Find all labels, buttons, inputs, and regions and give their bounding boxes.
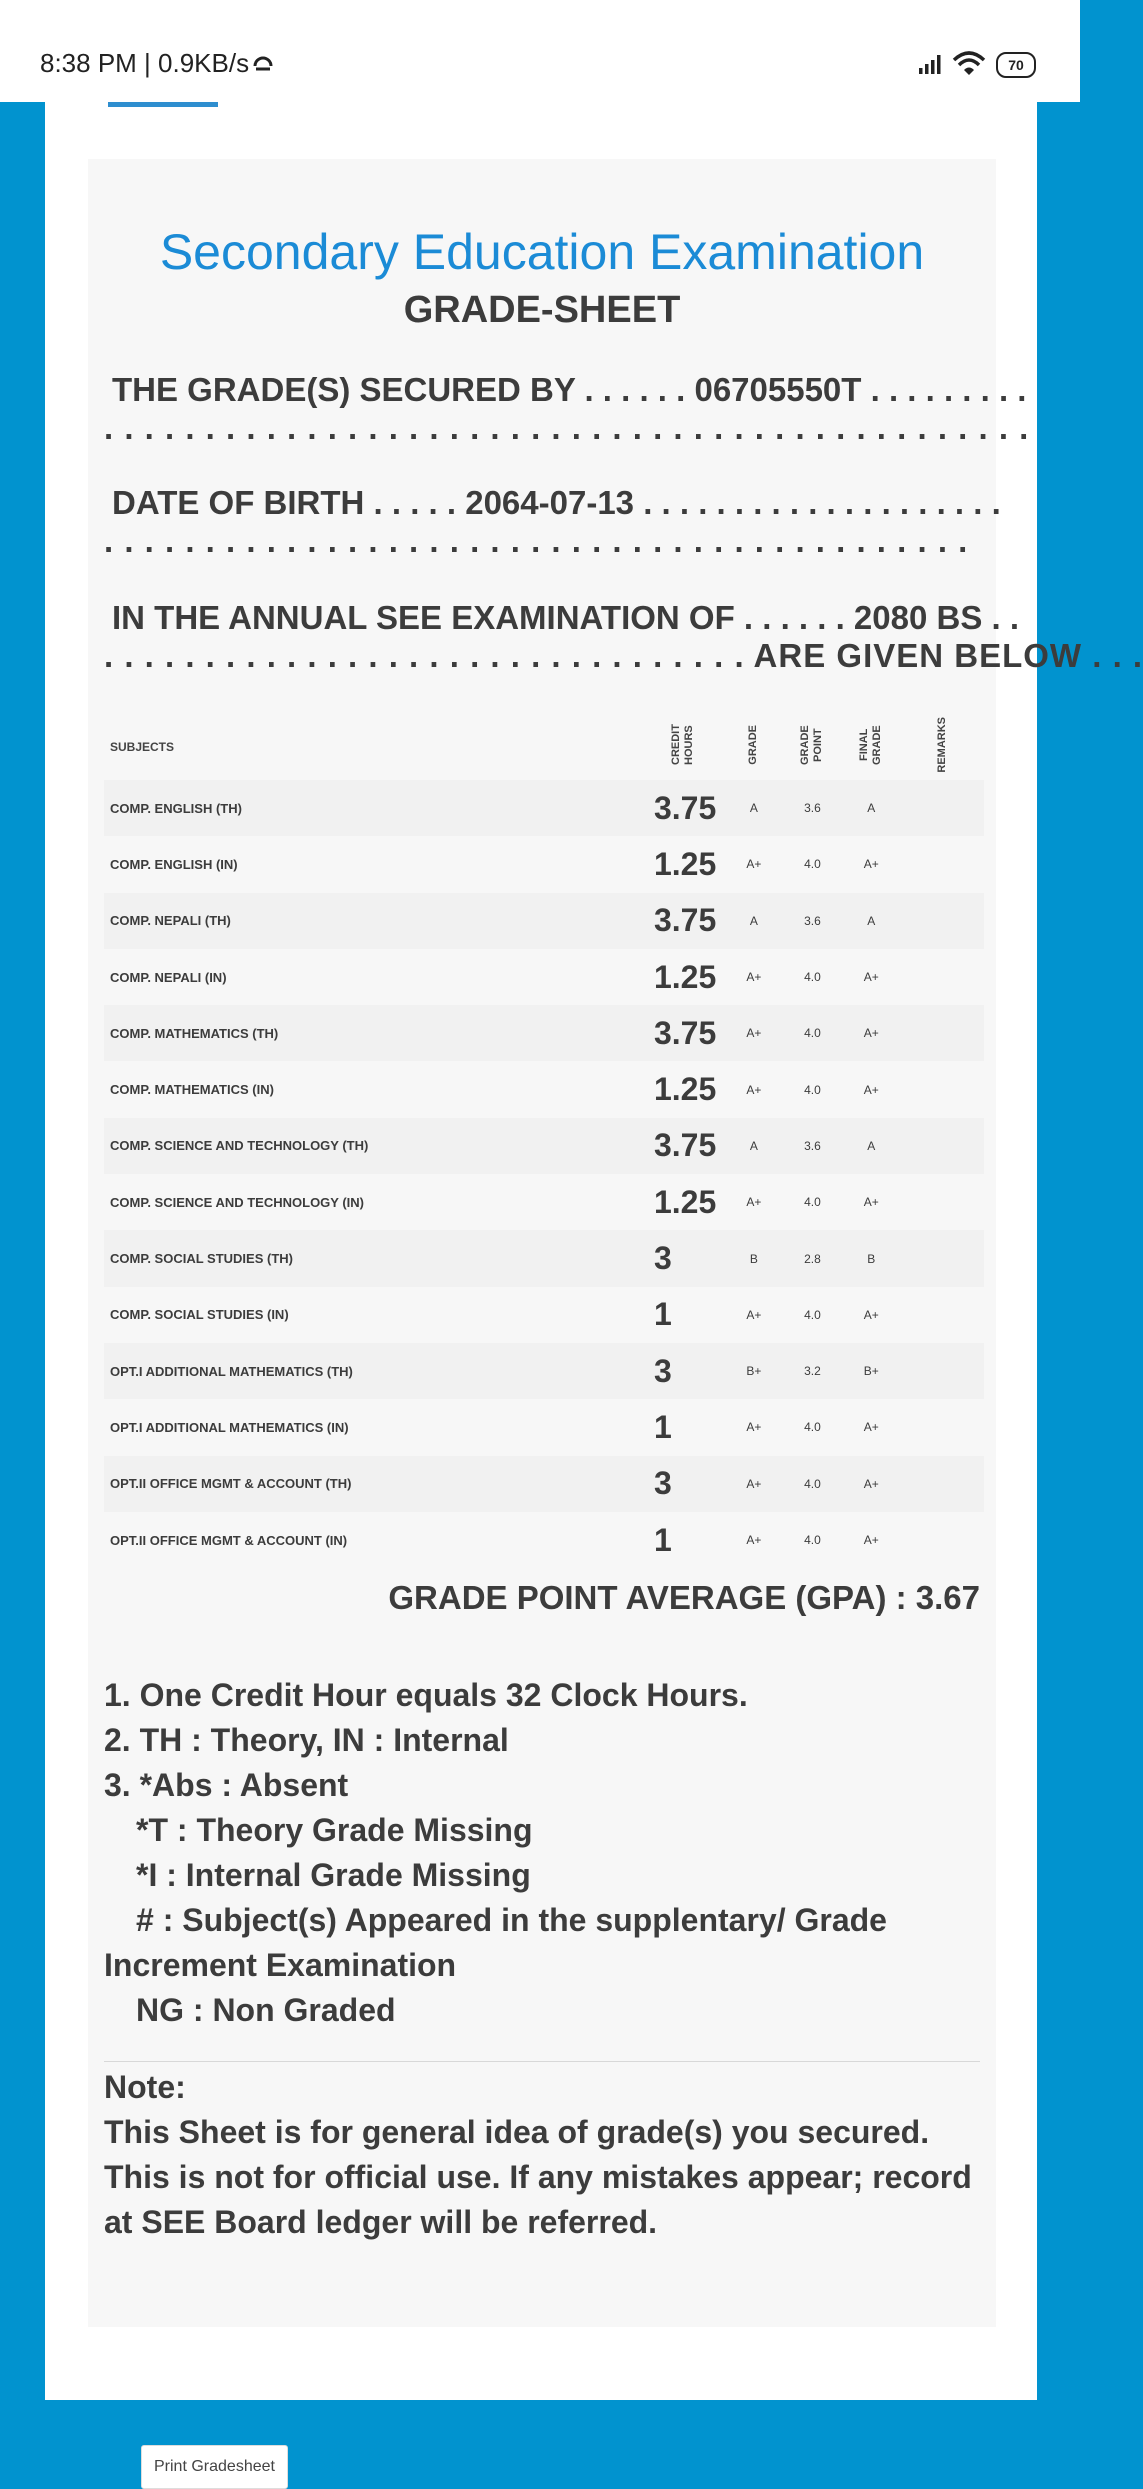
credit-hours-cell: 3 (642, 1230, 725, 1286)
grade-point-cell: 4.0 (804, 1420, 821, 1435)
status-time: 8:38 PM | 0.9KB/s (40, 48, 250, 78)
subject-cell: COMP. ENGLISH (IN) (110, 856, 238, 872)
table-row (104, 836, 984, 892)
dob-text: DATE OF BIRTH . . . . . 2064-07-13 . . . . . . . . . . . . . . . . . . . . (112, 484, 1001, 521)
grade-point-cell: 4.0 (804, 1307, 821, 1322)
grade-point-cell: 4.0 (804, 1195, 821, 1210)
subject-cell: OPT.I ADDITIONAL MATHEMATICS (TH) (104, 1343, 642, 1399)
legend-item: # : Subject(s) Appeared in the supplentary/ Grade (136, 1902, 887, 1938)
credit-hours-cell: 3.75 (642, 780, 725, 836)
subject-cell: COMP. SCIENCE AND TECHNOLOGY (IN) (110, 1194, 365, 1210)
dob-dots: . . . . . . . . . . . . . . . . . . . . . . . . . . . . . . . . . . . . . . . . . . . (104, 522, 969, 559)
remarks-cell (901, 1343, 984, 1399)
grade-point-cell: 3.2 (783, 1343, 842, 1399)
grade-point-cell: 2.8 (783, 1230, 842, 1286)
grade-point-cell: 3.6 (783, 780, 842, 836)
subject-cell: COMP. SCIENCE AND TECHNOLOGY (TH) (104, 1118, 642, 1174)
remarks-cell (901, 1118, 984, 1174)
table-header-row (104, 713, 984, 780)
grade-point-cell: 4.0 (804, 1082, 821, 1097)
signal-icon (918, 54, 944, 74)
remarks-cell (901, 1230, 984, 1286)
header-final-grade (842, 713, 901, 780)
table-row (104, 1512, 984, 1568)
remarks-cell (901, 893, 984, 949)
header-grade-label: GRADE (747, 725, 760, 765)
credit-hours-cell: 1 (653, 1296, 672, 1333)
legend-item: Increment Examination (104, 1947, 457, 1983)
grade-cell: A (725, 780, 783, 836)
grade-cell: B+ (725, 1343, 783, 1399)
subject-cell: COMP. NEPALI (IN) (110, 969, 227, 985)
remarks-cell (901, 1287, 984, 1343)
status-bar (0, 0, 1080, 102)
legend-item: *T : Theory Grade Missing (136, 1812, 533, 1848)
final-grade-cell: A+ (863, 970, 879, 985)
grade-cell: A+ (725, 1456, 783, 1512)
remarks-cell (901, 1456, 984, 1512)
exam-line (104, 599, 1143, 675)
grade-cell: A+ (746, 1082, 762, 1097)
grade-point-cell: 4.0 (804, 1533, 821, 1547)
subject-cell: OPT.I ADDITIONAL MATHEMATICS (IN) (110, 1419, 349, 1435)
grade-cell: A (725, 893, 783, 949)
divider (104, 2061, 980, 2062)
page-title: Secondary Education Examination (159, 224, 925, 280)
final-grade-cell: A+ (842, 1005, 901, 1061)
subject-cell: OPT.II OFFICE MGMT & ACCOUNT (TH) (104, 1456, 642, 1512)
header-final-grade-label: FINAL GRADE (858, 725, 884, 765)
grade-cell: A+ (746, 1533, 762, 1547)
header-credit-hours-label: CREDIT HOURS (670, 724, 696, 766)
gpa-value: GRADE POINT AVERAGE (GPA) : 3.67 (388, 1579, 980, 1616)
subject-cell: COMP. ENGLISH (TH) (104, 780, 642, 836)
remarks-cell (901, 1174, 984, 1230)
secured-by-line (104, 371, 1030, 447)
final-grade-cell: A+ (863, 1082, 879, 1097)
table-row (104, 1399, 984, 1455)
subject-cell: COMP. SOCIAL STUDIES (IN) (110, 1307, 289, 1323)
grade-cell: A+ (746, 970, 762, 985)
grade-cell: B (725, 1230, 783, 1286)
table-row (104, 780, 984, 836)
note (104, 2065, 984, 2245)
grade-point-cell: 3.6 (783, 1118, 842, 1174)
header-grade (725, 713, 783, 780)
subject-cell: COMP. NEPALI (TH) (104, 893, 642, 949)
table-row (104, 1118, 984, 1174)
grade-point-cell: 4.0 (804, 857, 821, 872)
secured-by-text: THE GRADE(S) SECURED BY . . . . . . 06705550T . . . . . . . . . (112, 371, 1027, 408)
remarks-cell (901, 949, 984, 1005)
remarks-cell (901, 1399, 984, 1455)
secured-by-dots: . . . . . . . . . . . . . . . . . . . . . . . . . . . . . . . . . . . . . . . . . . . . . . (104, 409, 1030, 446)
grade-point-cell: 4.0 (783, 1005, 842, 1061)
table-row (104, 1343, 984, 1399)
header-remarks (901, 713, 984, 780)
sheet-subtitle: GRADE-SHEET (403, 289, 681, 331)
grade-cell: A+ (746, 857, 762, 872)
subject-cell: COMP. MATHEMATICS (TH) (104, 1005, 642, 1061)
credit-hours-cell: 1.25 (653, 958, 717, 995)
print-gradesheet-button[interactable]: Print Gradesheet (141, 2445, 288, 2489)
credit-hours-cell: 3 (642, 1343, 725, 1399)
table-row (104, 1174, 984, 1230)
legend-item: *I : Internal Grade Missing (136, 1857, 531, 1893)
credit-hours-cell: 1.25 (653, 1183, 717, 1220)
page-content (45, 102, 1143, 2475)
credit-hours-cell: 3 (642, 1456, 725, 1512)
header-grade-point-label: GRADE POINT (799, 725, 825, 765)
grade-sheet (88, 159, 1143, 2327)
final-grade-cell: A+ (863, 1533, 879, 1547)
table-row (104, 1230, 984, 1286)
remarks-cell (901, 1061, 984, 1117)
final-grade-cell: A (842, 1118, 901, 1174)
credit-hours-cell: 1 (653, 1408, 672, 1445)
grade-point-cell: 4.0 (783, 1456, 842, 1512)
table-row (104, 1287, 984, 1343)
exam-text-cont: . . . . . . . . . . . . . . . . . . . . . . . . . . . . . . . . ARE GIVEN BELOW . . . (104, 637, 1143, 674)
final-grade-cell: A+ (863, 1307, 879, 1322)
grade-cell: A+ (746, 1420, 762, 1435)
final-grade-cell: B (842, 1230, 901, 1286)
table-row (104, 1061, 984, 1117)
subject-cell: COMP. SOCIAL STUDIES (TH) (104, 1230, 642, 1286)
grade-point-cell: 3.6 (783, 893, 842, 949)
grade-point-cell: 4.0 (804, 970, 821, 985)
legend (104, 1673, 984, 2033)
header-grade-point (783, 713, 842, 780)
credit-hours-cell: 1 (653, 1521, 672, 1558)
data-activity-icon (252, 52, 274, 74)
subject-cell: COMP. MATHEMATICS (IN) (110, 1082, 274, 1098)
final-grade-cell: A+ (863, 1195, 879, 1210)
wifi-icon (952, 50, 986, 76)
exam-text: IN THE ANNUAL SEE EXAMINATION OF . . . . . . 2080 BS . . (112, 599, 1020, 636)
tab-indicator (108, 102, 218, 107)
table-row (104, 949, 984, 1005)
grade-cell: A+ (746, 1307, 762, 1322)
remarks-cell (901, 1005, 984, 1061)
final-grade-cell: A (842, 893, 901, 949)
table-row (104, 1456, 984, 1512)
grades-table-body (104, 780, 984, 1568)
credit-hours-cell: 3.75 (642, 1005, 725, 1061)
header-remarks-label: REMARKS (935, 717, 948, 773)
note-title: Note: (104, 2069, 186, 2105)
battery-icon: 70 (996, 52, 1036, 78)
final-grade-cell: A+ (863, 1420, 879, 1435)
final-grade-cell: A+ (863, 857, 879, 872)
grade-cell: A (725, 1118, 783, 1174)
final-grade-cell: A (842, 780, 901, 836)
table-row (104, 893, 984, 949)
header-credit-hours (642, 713, 725, 780)
note-text: This Sheet is for general idea of grade(s) you secured. This is not for official use. If any mistakes appear; record at SEE Board ledger will be referred. (104, 2114, 972, 2240)
legend-item: 2. TH : Theory, IN : Internal (104, 1722, 509, 1758)
grade-cell: A+ (725, 1005, 783, 1061)
credit-hours-cell: 1.25 (653, 845, 717, 882)
remarks-cell (901, 1512, 984, 1568)
remarks-cell (901, 780, 984, 836)
subject-cell: OPT.II OFFICE MGMT & ACCOUNT (IN) (110, 1532, 348, 1548)
grades-table (104, 713, 984, 1568)
final-grade-cell: A+ (842, 1456, 901, 1512)
legend-item: NG : Non Graded (136, 1992, 396, 2028)
credit-hours-cell: 3.75 (642, 893, 725, 949)
legend-item: 1. One Credit Hour equals 32 Clock Hours. (104, 1677, 748, 1713)
legend-item: 3. *Abs : Absent (104, 1767, 349, 1803)
grade-cell: A+ (746, 1195, 762, 1210)
dob-line (104, 484, 1001, 560)
final-grade-cell: B+ (842, 1343, 901, 1399)
table-row (104, 1005, 984, 1061)
remarks-cell (901, 836, 984, 892)
credit-hours-cell: 3.75 (642, 1118, 725, 1174)
credit-hours-cell: 1.25 (653, 1071, 717, 1108)
header-subjects: SUBJECTS (110, 739, 175, 754)
